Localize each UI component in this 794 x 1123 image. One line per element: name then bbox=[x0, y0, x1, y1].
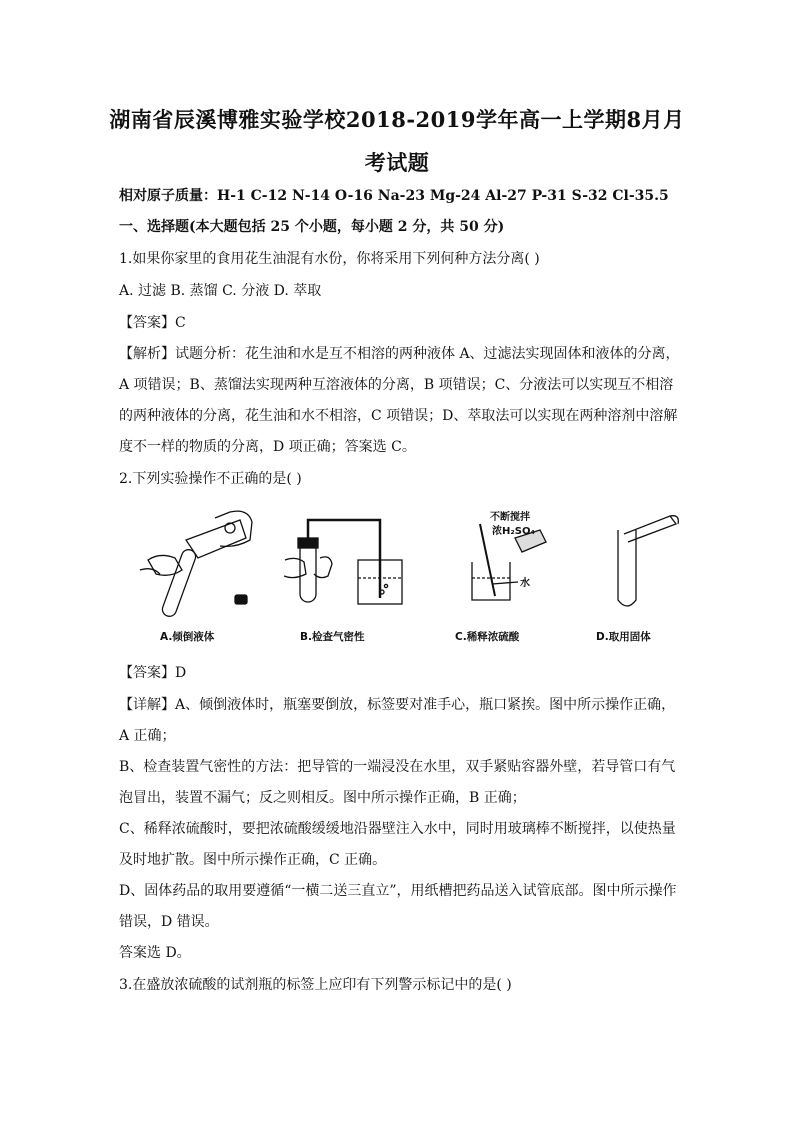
pouring-liquid-illustration bbox=[140, 511, 252, 618]
question-1-analysis-line: 的两种液体的分离，花生油和水不相溶，C 项错误；D、萃取法可以实现在两种溶剂中溶解 bbox=[119, 408, 678, 424]
question-2-answer: 【答案】D bbox=[119, 665, 187, 681]
question-1-analysis-line: 【解析】试题分析：花生油和水是互不相溶的两种液体 A、过滤法实现固体和液体的分离， bbox=[119, 346, 680, 362]
question-2-detail-line: 错误，D 错误。 bbox=[119, 914, 219, 930]
figure-caption-b: B.检查气密性 bbox=[300, 631, 365, 643]
section-heading: 一、选择题(本大题包括 25 个小题，每小题 2 分，共 50 分) bbox=[119, 219, 505, 235]
question-2-detail-line: A 正确； bbox=[119, 728, 176, 744]
document-title-line1: 湖南省辰溪博雅实验学校2018-2019学年高一上学期8月月 bbox=[109, 107, 685, 132]
question-2-stem: 2.下列实验操作不正确的是( ) bbox=[119, 471, 302, 487]
question-1-stem: 1.如果你家里的食用花生油混有水份，你将采用下列何种方法分离( ) bbox=[119, 251, 540, 267]
question-3-stem: 3.在盛放浓硫酸的试剂瓶的标签上应印有下列警示标记中的是( ) bbox=[119, 977, 512, 993]
question-1-answer: 【答案】C bbox=[119, 315, 186, 331]
lab-operations-figure bbox=[120, 500, 700, 650]
question-2-detail-line: D、固体药品的取用要遵循“一横二送三直立”，用纸槽把药品送入试管底部。图中所示操作 bbox=[119, 883, 677, 899]
taking-solid-illustration bbox=[618, 516, 678, 606]
figure-caption-a: A.倾倒液体 bbox=[160, 631, 215, 643]
atomic-masses: 相对原子质量：H-1 C-12 N-14 O-16 Na-23 Mg-24 Al-27 P-31 S-32 Cl-35.5 bbox=[119, 188, 669, 204]
question-1-analysis-line: 度不一样的物质的分离，D 项正确；答案选 C。 bbox=[119, 439, 416, 455]
question-1-options: A. 过滤 B. 蒸馏 C. 分液 D. 萃取 bbox=[119, 283, 322, 299]
air-tightness-illustration bbox=[284, 520, 402, 604]
question-2-detail-line: 【详解】A、倾倒液体时，瓶塞要倒放，标签要对准手心，瓶口紧挨。图中所示操作正确， bbox=[119, 697, 676, 713]
question-1-analysis-line: A 项错误；B、蒸馏法实现两种互溶液体的分离，B 项错误；C、分液法可以实现互不相溶 bbox=[119, 377, 674, 393]
question-2-detail-line: 答案选 D。 bbox=[119, 945, 191, 961]
question-2-detail-line: 泡冒出，装置不漏气；反之则相反。图中所示操作正确，B 正确； bbox=[119, 790, 526, 806]
label-acid: 浓H₂SO₄ bbox=[492, 526, 535, 537]
question-2-detail-line: B、检查装置气密性的方法：把导管的一端浸没在水里，双手紧贴容器外壁，若导管口有气 bbox=[119, 759, 676, 775]
question-2-detail-line: C、稀释浓硫酸时，要把浓硫酸缓缓地沿器壁注入水中，同时用玻璃棒不断搅拌，以使热量 bbox=[119, 821, 676, 837]
label-stir: 不断搅拌 bbox=[490, 512, 530, 523]
figure-caption-c: C.稀释浓硫酸 bbox=[455, 631, 520, 643]
label-water: 水 bbox=[520, 578, 530, 589]
question-2-detail-line: 及时地扩散。图中所示操作正确，C 正确。 bbox=[119, 852, 387, 868]
figure-caption-d: D.取用固体 bbox=[596, 631, 651, 643]
document-title-line2: 考试题 bbox=[364, 150, 430, 175]
